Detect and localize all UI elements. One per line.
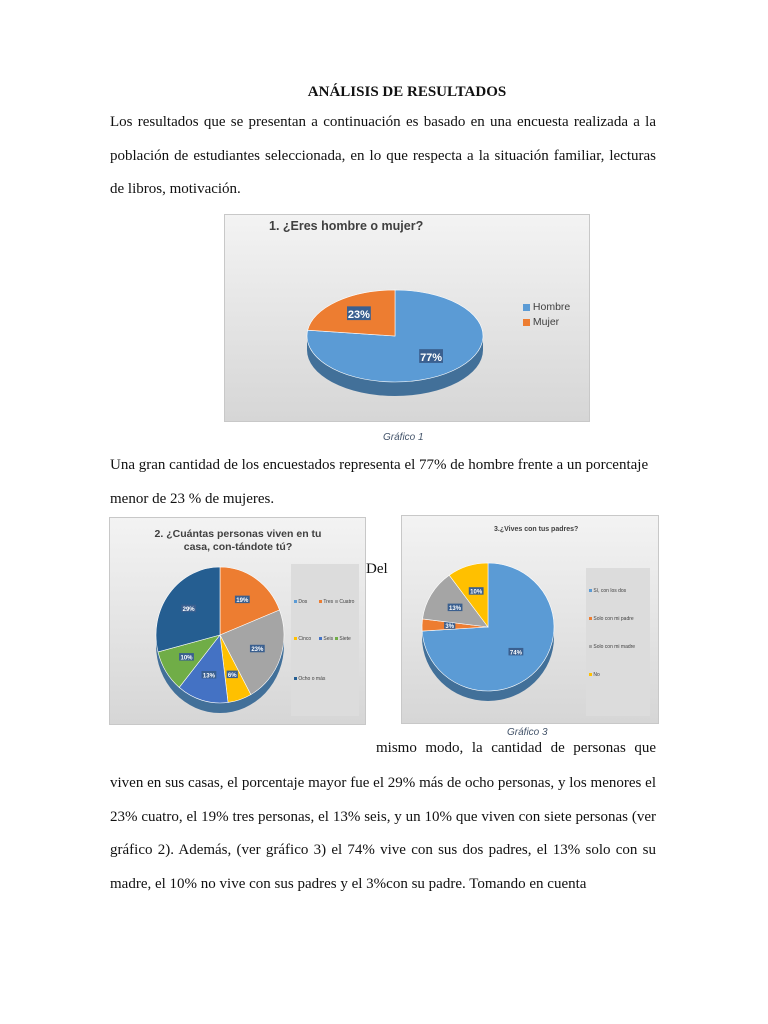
paragraph-3-start: Del: [366, 561, 388, 577]
data-label: 74%: [509, 650, 522, 657]
page-heading: ANÁLISIS DE RESULTADOS: [307, 84, 507, 100]
legend-swatch: [319, 637, 322, 640]
legend-label: Siete: [339, 636, 351, 642]
legend-swatch: [523, 319, 530, 326]
legend-swatch: [589, 617, 592, 620]
intro-paragraph: Los resultados que se presentan a continuación es basado en una encuesta realizada a la población de estudiantes seleccionada, en lo que respecta a la situación familiar, lecturas de libros, motivación.: [110, 114, 656, 197]
legend-label: Dos: [298, 599, 308, 605]
paragraph-3-body: viven en sus casas, el porcentaje mayor fue el 29% más de ocho personas, y los menores el 23% cuatro, el 19% tres personas, el 13% seis, y un 10% que viven con siete personas (ver gráfico 2). Además, (ver gráfico 3) el 74% vive con sus dos padres, el 13% solo con su madre, el 10% no vive con sus padres y el 3%con su padre. Tomando en cuenta: [110, 775, 656, 892]
data-label: 10%: [180, 655, 193, 662]
legend-item-tres: [319, 599, 333, 605]
legend-item-mujer: [523, 316, 559, 328]
legend-label: Tres: [323, 599, 334, 605]
chart-2: [109, 517, 366, 725]
legend-swatch: [589, 645, 592, 648]
legend-item-si-con-los-dos: [589, 588, 626, 594]
legend-swatch: [335, 600, 338, 603]
legend-swatch: [589, 673, 592, 676]
legend-label: No: [593, 672, 600, 678]
chart-3-legend: [586, 568, 650, 716]
legend-swatch: [294, 637, 297, 640]
chart-2-legend: [291, 564, 359, 716]
legend-label: Solo con mi padre: [593, 616, 634, 622]
chart-2-title: 2. ¿Cuántas personas viven en tu casa, con-tándote tú?: [154, 528, 322, 553]
data-label: 13%: [449, 606, 462, 613]
legend-swatch: [294, 677, 297, 680]
legend-item-siete: [335, 636, 351, 642]
chart-3-caption: Gráfico 3: [507, 727, 548, 738]
legend-swatch: [589, 589, 592, 592]
chart-1: [224, 214, 590, 422]
legend-item-solo-madre: [589, 644, 635, 650]
data-label: 29%: [182, 607, 195, 614]
legend-item-solo-padre: [589, 616, 634, 622]
legend-label: Hombre: [532, 301, 571, 313]
chart-1-caption: Gráfico 1: [383, 432, 424, 443]
data-label: 23%: [251, 647, 264, 654]
legend-label: Solo con mi madre: [593, 644, 636, 650]
legend-swatch: [335, 637, 338, 640]
legend-swatch: [523, 304, 530, 311]
legend-item-cuatro: [335, 599, 354, 605]
legend-label: Cinco: [298, 636, 312, 642]
data-label: 10%: [470, 589, 483, 596]
paragraph-2: Una gran cantidad de los encuestados representa el 77% de hombre frente a un porcentaje menor de 23 % de mujeres.: [110, 457, 649, 507]
legend-swatch: [319, 600, 322, 603]
legend-label: Sí, con los dos: [593, 588, 627, 594]
data-label: 3%: [445, 623, 455, 630]
legend-item-hombre: [523, 301, 570, 313]
legend-item-seis: [319, 636, 333, 642]
legend-item-dos: [294, 599, 307, 605]
legend-label: Ocho o más: [298, 676, 326, 682]
legend-label: Cuatro: [339, 599, 355, 605]
data-label: 13%: [202, 673, 215, 680]
paragraph-3-line-1: mismo modo, la cantidad de personas que: [376, 740, 656, 756]
legend-label: Seis: [323, 636, 334, 642]
chart-3-title: 3.¿Vives con tus padres?: [494, 526, 579, 533]
legend-swatch: [294, 600, 297, 603]
chart-1-title: 1. ¿Eres hombre o mujer?: [269, 219, 424, 233]
legend-item-no: [589, 672, 600, 678]
legend-label: Mujer: [532, 316, 560, 328]
chart-3: [401, 515, 659, 724]
data-label: 6%: [227, 673, 237, 680]
legend-item-cinco: [294, 636, 311, 642]
data-label: 23%: [347, 309, 370, 322]
data-label: 77%: [420, 351, 443, 364]
data-label: 19%: [236, 598, 249, 605]
legend-item-ocho: [294, 676, 325, 682]
